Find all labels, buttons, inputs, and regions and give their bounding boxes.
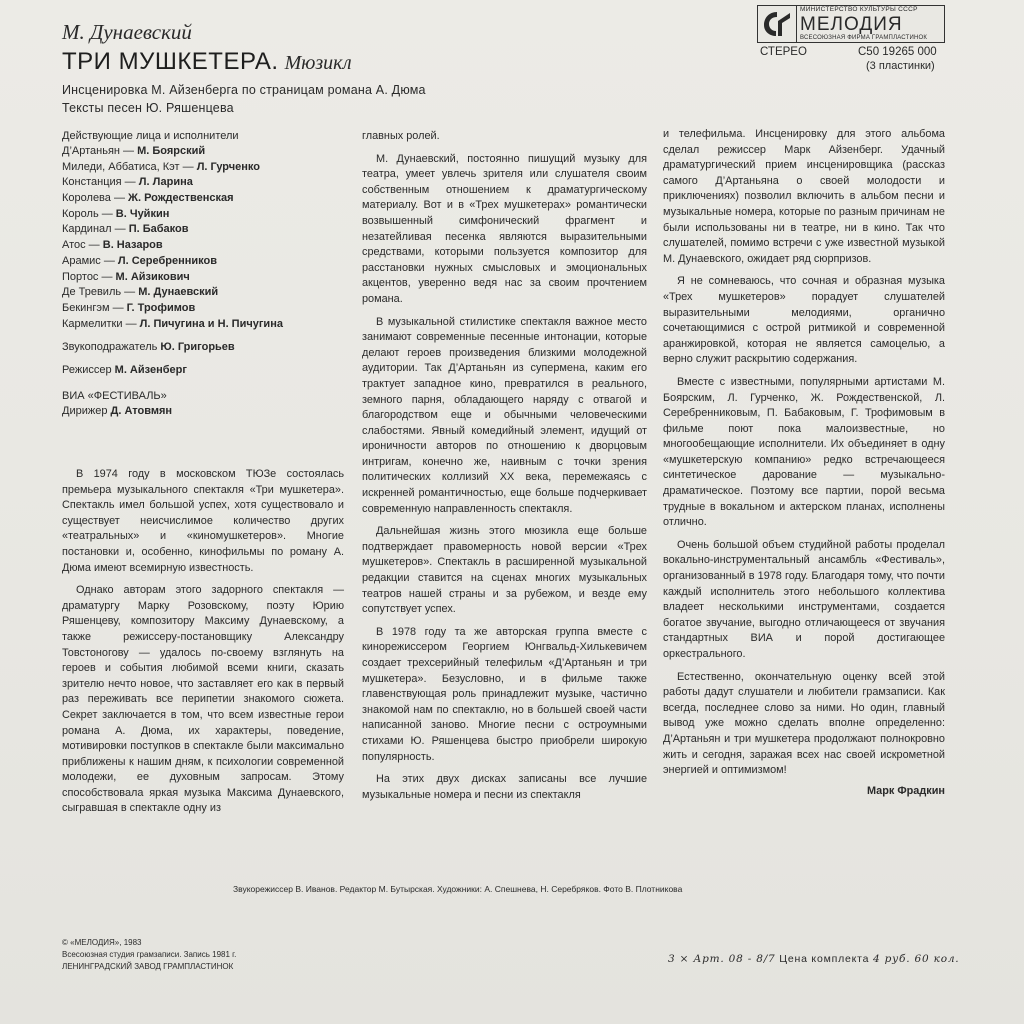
price-code: 3 × Арт. 08 - 8/7 [668,953,776,965]
price-block [668,953,959,965]
plant-line: ЛЕНИНГРАДСКИЙ ЗАВОД ГРАМПЛАСТИНОК [62,962,234,971]
cast-row: Королева — Ж. Рождественская [62,192,234,205]
cast-row: Миледи, Аббатиса, Кэт — Л. Гурченко [62,160,260,173]
article-signature: Марк Фрадкин [866,784,945,797]
title-genre: Мюзикл [284,52,352,74]
conductor-credit: Дирижер Д. Атовмян [62,405,173,418]
cast-row: Бекингэм — Г. Трофимов [62,301,196,314]
catalog-number: С50 19265 000 [858,46,937,58]
article-column-3 [663,127,945,799]
cast-row: Де Тревиль — М. Дунаевский [62,286,219,299]
price-label: Цена комплекта [779,953,870,965]
paragraph: Я не сомневаюсь, что сочная и образная музыка «Трех мушкетеров» порадует слушателей выразительными мелодиями, органично сочетающимися с острой ритмикой и современной аранжировкой, которая не является самоцелью, а верно служит раскрытию содержания. [663,275,945,366]
cast-row: Портос — М. Айзикович [62,270,190,283]
paragraph: Очень большой объем студийной работы проделал вокально-инструментальный ансамбль «Фестиваль», организованный в 1978 году. Благодаря тому, что почти каждый исполнитель этого небольшого коллектива владеет несколькими инструментами, создается богатое звучание, выгодно отличающееся от звучания стандартных ВИА и порой достигающее оркестрального. [663,538,945,660]
director-credit: Режиссер М. Айзенберг [62,364,187,377]
article-column-2 [362,129,647,810]
cast-list [62,128,352,419]
paragraph: В музыкальной стилистике спектакля важное место занимают современные песенные интонации, которые делают героев произведения близкими молодежной аудитории. Так Д’Артаньян из супермена, каким его трактует западное кино, превратился в реального, земного парня, обладающего наряду с отвагой и благородством еще и обычными человеческими слабостями. Явный комедийный элемент, идущий от ироничности авторов по отношению к дворцовым интригам, конечно же, наивным с точки зрения политических коллизий XX века, перемежаясь с искренней романтичностью, еще больше подчеркивает современную направленность спектакля. [362,315,647,515]
paragraph: В 1974 году в московском ТЮЗе состоялась премьера музыкального спектакля «Три мушкетера». Спектакль имел большой успех, хотя существовало и существует неисчислимое количество других «театральных» и «киномушкетеров». Многие постановки и, особенно, кинофильмы по роману А. Дюма имеют всемирную известность. [62,468,344,574]
label-name: МЕЛОДИЯ [800,13,903,35]
sound-imitator-credit: Звукоподражатель Ю. Григорьев [62,341,235,354]
cast-row: Констанция — Л. Ларина [62,176,193,189]
price-value: 4 руб. 60 кол. [873,953,960,965]
paragraph: и телефильма. Инсценировку для этого альбома сделал режиссер Марк Айзенберг. Удачный драматургический прием инсценировщика (рассказ самого Д’Артаньяна о своей молодости и приключениях) позволил включить в альбом песни и музыкальные номера, которые по разным причинам не были использованы ни в театре, ни в кино. Так что слушателей, помимо встречи с уже известной музыкой М. Дунаевского, ожидает ряд сюрпризов. [663,128,945,265]
cast-heading: Действующие лица и исполнители [62,130,239,142]
copyright-block [62,937,236,973]
title-main: ТРИ МУШКЕТЕРА. [62,48,279,75]
cast-row: Кардинал — П. Бабаков [62,223,189,236]
paragraph: М. Дунаевский, постоянно пишущий музыку для театра, умеет увлечь зрителя или слушателя своим собственным отношением к драматургическому материалу. Вот и в «Трех мушкетерах» романтически возвышенный симфонический фрагмент и незатейливая песенка являются выразительными средствами, которыми пользуется композитор для расстановки нужных смысловых и эмоциональных акцентов, уверенно ведя нас за своим прочтением романа. [362,152,647,305]
composer-name: М. Дунаевский [62,20,192,44]
production-credits: Звукорежиссер В. Иванов. Редактор М. Бутырская. Художники: А. Спешнева, Н. Серебряков. Фото В. Плотникова [233,884,683,894]
label-company: ВСЕСОЮЗНАЯ ФИРМА ГРАМПЛАСТИНОК [800,34,928,41]
plates-count: (3 пластинки) [866,60,935,72]
paragraph: Естественно, окончательную оценку всей этой работы дадут слушатели и любители грамзаписи. Как всегда, последнее слово за ними. Но один, главный вывод уже можно сделать вполне определенно: Д’Артаньян и три мушкетера продолжают полнокровно жить и сегодня, заражая всех нас своей искрометной энергией и оптимизмом! [663,670,945,777]
studio-line: Всесоюзная студия грамзаписи. Запись 1981 г. [62,950,237,959]
paragraph: Дальнейшая жизнь этого мюзикла еще больше подтверждает правомерность новой версии «Трех мушкетеров». Спектакль в расширенной музыкальной редакции ставится на сценах многих музыкальных театров нашей страны и за рубежом, и везде ему сопутствует успех. [362,525,647,616]
album-title [62,48,352,76]
paragraph: Вместе с известными, популярными артистами М. Боярским, Л. Гурченко, Ж. Рождественской, Л. Серебренниковым, П. Бабаковым, Г. Трофимовым в фильме поют пока малоизвестные, но многообещающие исполнители. Их объединяет в одну «мушкетерскую компанию» редко встречающееся синтетическое дарование — музыкально-драматическое. Поэтому все партии, порой весьма трудные в вокальном и актерском планах, исполнены отлично. [663,375,945,529]
copyright-line: © «МЕЛОДИЯ», 1983 [62,938,142,947]
melodiya-logo-icon [758,6,797,42]
paragraph: На этих двух дисках записаны все лучшие музыкальные номера и песни из спектакля [362,773,647,801]
staging-credit: Инсценировка М. Айзенберга по страницам романа А. Дюма [62,83,426,97]
stereo-mark: СТЕРЕО [760,46,807,58]
cast-row: Король — В. Чуйкин [62,207,170,220]
paragraph: В 1978 году та же авторская группа вместе с кинорежиссером Георгием Юнгвальд-Хилькевичем создает трехсерийный телефильм «Д’Артаньян и три мушкетера». Безусловно, и в фильме также главенствующая роль принадлежит музыке, частично знакомой нам по спектаклю, но в большей своей части написанной заново. Многие песни с остроумными стихами Ю. Ряшенцева быстро приобрели широкую популярность. [362,625,647,763]
cast-row: Арамис — Л. Серебренников [62,254,218,267]
cast-row: Атос — В. Назаров [62,239,163,252]
paragraph: главных ролей. [362,130,440,142]
label-ministry: МИНИСТЕРСТВО КУЛЬТУРЫ СССР [800,6,918,13]
paragraph: Однако авторам этого задорного спектакля — драматургу Марку Розовскому, поэту Юрию Ряшенцеву, композитору Максиму Дунаевскому, а также режиссеру-постановщику Александру Товстоногову — удалось по-своему взглянуть на героев и события любимой всеми книги, сказать зрителю нечто новое, что заставляет его как в первый раз переживать все перипетии знакомого сюжета. Секрет заключается в том, что всем известные герои романа А. Дюма, их характеры, поведение, мотивировки поступков в спектакле были максимально приближены к нашим дням, к психологии современной молодежи, ее духовным запросам. Этому способствовала яркая музыка Максима Дунаевского, сыгравшая в спектакле одну из [62,584,344,815]
cast-row: Кармелитки — Л. Пичугина и Н. Пичугина [62,317,283,330]
lyrics-credit: Тексты песен Ю. Ряшенцева [62,101,234,115]
article-column-1 [62,467,344,824]
ensemble-name: ВИА «ФЕСТИВАЛЬ» [62,390,167,403]
cast-row: Д’Артаньян — М. Боярский [62,145,206,157]
melodiya-logo [757,5,945,43]
